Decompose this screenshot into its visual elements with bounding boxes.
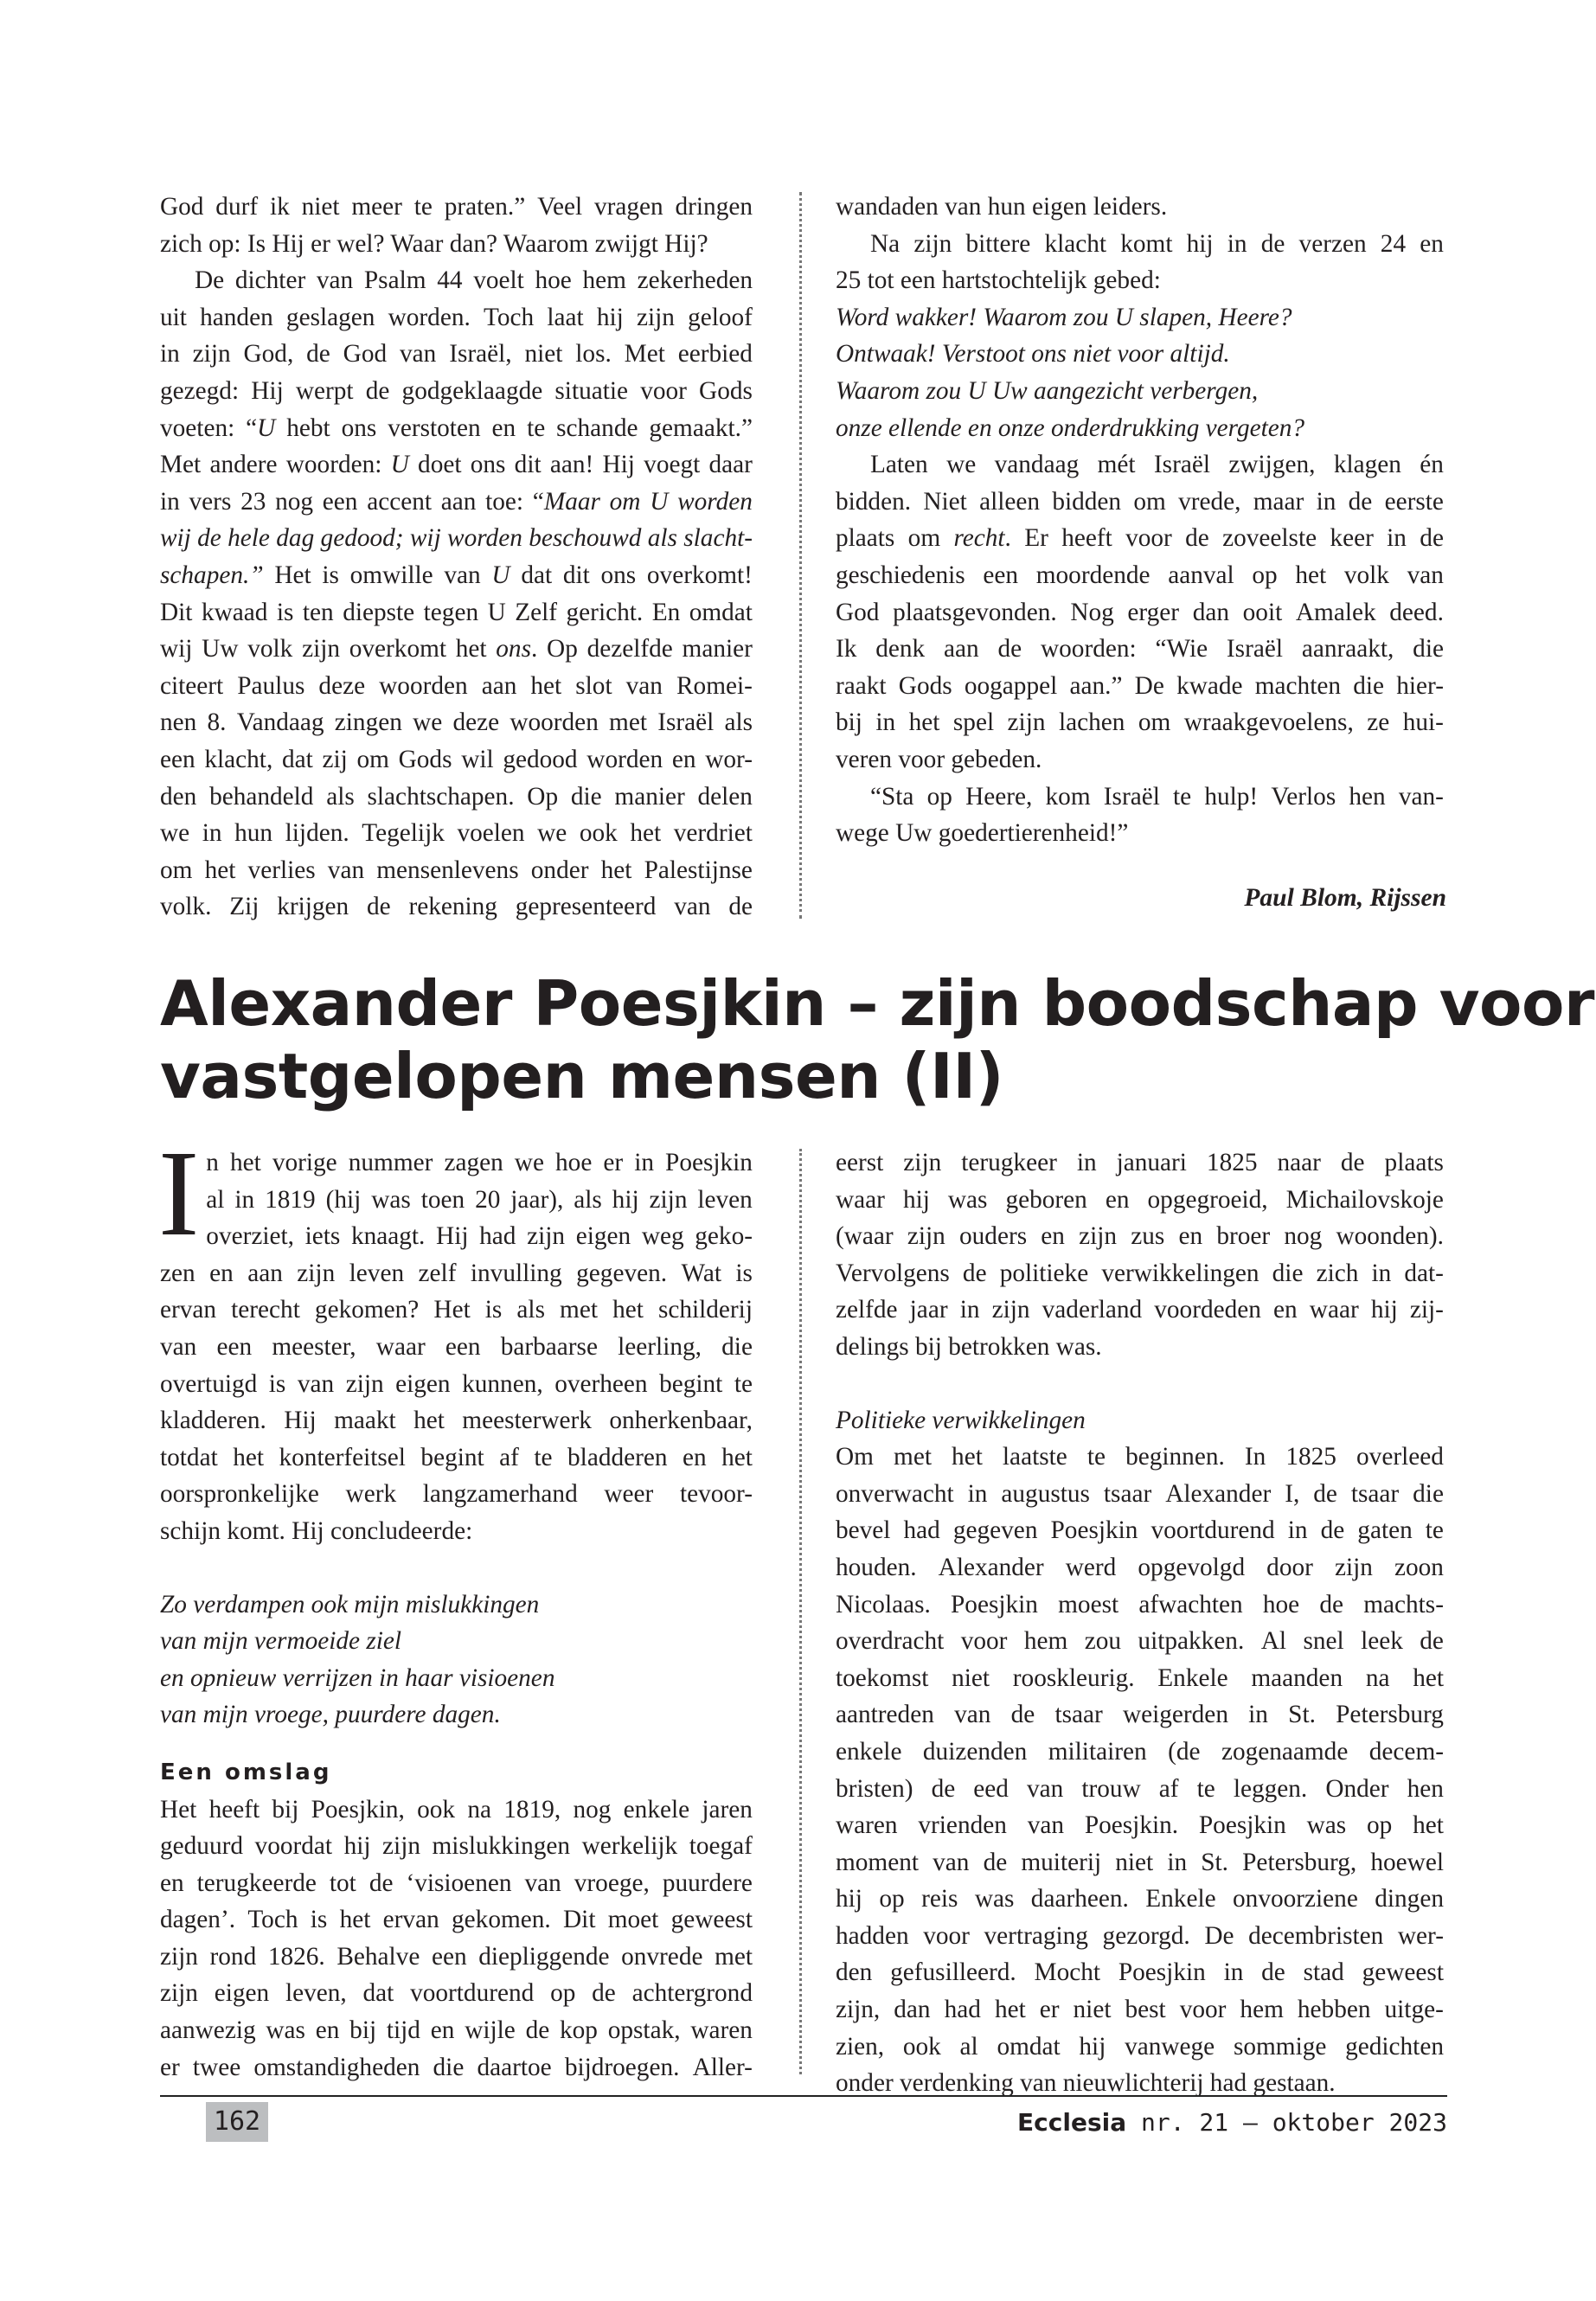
text-line: “Sta op Heere, kom Israël te hulp! Verlos hen van- — [870, 782, 1444, 811]
text-line: Dit kwaad is ten diepste tegen U Zelf gericht. En omdat — [160, 598, 753, 626]
intro-paragraph — [158, 1125, 753, 1550]
poem-line: van mijn vroege, puurdere dagen. — [160, 1701, 501, 1729]
text-line: raakt Gods oogappel aan.” De kwade machten die hier- — [836, 671, 1444, 700]
text-line: dagen’. Toch is het ervan gekomen. Dit moet geweest — [160, 1906, 753, 1934]
text-line: geschiedenis een moordende aanval op het volk van — [836, 561, 1444, 589]
text-line: al in 1819 (hij was toen 20 jaar), als hij zijn leven — [206, 1185, 753, 1214]
text-line: van een meester, waar een barbaarse leerling, die — [160, 1332, 753, 1361]
text-line: onder verdenking van nieuwlichterij had gestaan. — [836, 2069, 1336, 2098]
text-line: wege Uw goedertierenheid!” — [836, 819, 1129, 848]
text-line: een klacht, dat zij om Gods wil gedood worden en wor- — [160, 745, 753, 773]
text-line: onze ellende en onze onderdrukking vergeten? — [836, 413, 1305, 442]
text-line: wandaden van hun eigen leiders. — [836, 193, 1168, 221]
article-right-column — [836, 1144, 1444, 2102]
text-line: Word wakker! Waarom zou U slapen, Heere? — [836, 303, 1292, 331]
issue-info: nr. 21 – oktober 2023 — [1140, 2108, 1447, 2137]
text-line: zijn eigen leven, dat voortdurend op de achtergrond — [160, 1979, 753, 2008]
poem-line: en opnieuw verrijzen in haar visioenen — [160, 1663, 555, 1692]
text-line: zich op: Is Hij er wel? Waar dan? Waarom zwijgt Hij? — [160, 229, 708, 258]
text-line: Ontwaak! Verstoot ons niet voor altijd. — [836, 340, 1230, 369]
text-line: (waar zijn ouders en zijn zus en broer nog woonden). — [836, 1222, 1444, 1251]
text-line: overdracht voor hem zou uitpakken. Al snel leek de — [836, 1627, 1444, 1656]
text-line: zijn rond 1826. Behalve een diepliggende onvrede met — [160, 1942, 753, 1971]
text-line: bristen) de eed van trouw af te leggen. Onder hen — [836, 1774, 1444, 1803]
article-right-paragraph — [836, 1144, 1444, 1366]
subheading: Politieke verwikkelingen — [836, 1406, 1086, 1434]
text-line: zen en aan zijn leven zelf invulling gegeven. Wat is — [160, 1259, 753, 1287]
footer-rule — [160, 2095, 1447, 2097]
text-line: er twee omstandigheden die daartoe bijdroegen. Aller- — [160, 2053, 753, 2081]
text-line: onverwacht in augustus tsaar Alexander I, de tsaar die — [836, 1479, 1444, 1508]
text-line: overziet, iets knaagt. Hij had zijn eigen weg geko- — [206, 1222, 753, 1251]
text-line: De dichter van Psalm 44 voelt hoe hem zekerheden — [195, 266, 753, 295]
text-line: nen 8. Vandaag zingen we deze woorden met Israël als — [160, 708, 753, 737]
text-line: God durf ik niet meer te praten.” Veel vragen dringen — [160, 193, 753, 221]
politics-paragraph — [836, 1439, 1444, 2102]
text-line: schapen.” Het is omwille van U dat dit ons overkomt! — [160, 561, 753, 589]
text-line: eerst zijn terugkeer in januari 1825 naar de plaats — [836, 1149, 1444, 1176]
text-line: bij in het spel zijn lachen om wraakgevoelens, ze hui- — [836, 708, 1444, 737]
text-line: en terugkeerde tot de ‘visioenen van vroege, puurdere — [160, 1868, 753, 1897]
text-line: Laten we vandaag mét Israël zwijgen, klagen én — [870, 451, 1444, 479]
text-line: gezegd: Hij werpt de godgeklaagde situatie voor Gods — [160, 376, 753, 405]
text-line: God plaatsgevonden. Nog erger dan ooit Amalek deed. — [836, 598, 1444, 626]
text-line: we in hun lijden. Tegelijk voelen we ook het verdriet — [160, 819, 753, 848]
text-line: Nicolaas. Poesjkin moest afwachten hoe de machts- — [836, 1590, 1444, 1618]
text-line: Met andere woorden: U doet ons dit aan! Hij voegt daar — [160, 451, 753, 479]
section-paragraph — [160, 1791, 753, 2086]
text-line: Na zijn bittere klacht komt hij in de verzen 24 en — [870, 229, 1444, 258]
text-line: kladderen. Hij maakt het meesterwerk onherkenbaar, — [160, 1407, 753, 1435]
poem-line: Zo verdampen ook mijn mislukkingen — [160, 1590, 540, 1618]
article-title-line-1: Alexander Poesjkin – zijn boodschap voor — [160, 967, 1594, 1040]
text-line: wij Uw volk zijn overkomt het ons. Op dezelfde manier — [160, 635, 753, 663]
footer-publication — [1017, 2104, 1447, 2142]
prev-article-right-column — [836, 189, 1444, 852]
text-line: zien, ook al omdat hij vanwege sommige gedichten — [836, 2032, 1444, 2061]
text-line: om het verlies van mensenlevens onder het Palestijnse — [160, 856, 753, 884]
column-divider-top — [799, 192, 802, 919]
text-line: bidden. Niet alleen bidden om vrede, maar in de eerste — [836, 487, 1444, 516]
text-line: geduurd voordat hij zijn mislukkingen werkelijk toegaf — [160, 1832, 753, 1861]
text-line: den gefusilleerd. Mocht Poesjkin in de stad geweest — [836, 1958, 1444, 1987]
text-line: Het heeft bij Poesjkin, ook na 1819, nog enkele jaren — [160, 1795, 753, 1823]
drop-cap: I — [158, 1125, 200, 1261]
column-divider-article — [799, 1149, 802, 2074]
intro-lines — [158, 1125, 753, 1261]
text-line: enkele duizenden militairen (de zogenaamde decem- — [836, 1737, 1444, 1766]
text-line: ervan terecht gekomen? Het is als met het schilderij — [160, 1296, 753, 1324]
page-number: 162 — [206, 2102, 268, 2142]
text-line: hij op reis was daarheen. Enkele onvoorziene dingen — [836, 1885, 1444, 1913]
text-line: totdat het konterfeitsel begint af te bladderen en het — [160, 1443, 753, 1471]
text-line: aantreden van de tsaar weigerden in St. Petersburg — [836, 1701, 1444, 1729]
text-line: bevel had gegeven Poesjkin voortdurend in de gaten te — [836, 1516, 1444, 1545]
text-line: den behandeld als slachtschapen. Op die manier delen — [160, 782, 753, 811]
text-line: uit handen geslagen worden. Toch laat hij zijn geloof — [160, 303, 753, 331]
intro-rest — [160, 1255, 753, 1550]
text-line: houden. Alexander werd opgevolgd door zijn zoon — [836, 1553, 1444, 1581]
text-line: Vervolgens de politieke verwikkelingen die zich in dat- — [836, 1259, 1444, 1287]
poem-line: van mijn vermoeide ziel — [160, 1627, 402, 1656]
text-line: voeten: “U hebt ons verstoten en te schande gemaakt.” — [160, 413, 753, 442]
text-line: overtuigd is van zijn eigen kunnen, overheen begint te — [160, 1369, 753, 1398]
text-line: zijn, dan had het er niet best voor hem hebben uitge- — [836, 1996, 1444, 2024]
text-line: delings bij betrokken was. — [836, 1332, 1102, 1361]
text-line: Waarom zou U Uw aangezicht verbergen, — [836, 376, 1259, 405]
author-signature: Paul Blom, Rijssen — [1244, 884, 1446, 912]
text-line: hadden voor vertraging gezorgd. De decembristen wer- — [836, 1921, 1444, 1950]
section-heading: Een omslag — [160, 1759, 332, 1785]
text-line: waar hij was geboren en opgegroeid, Michailovskoje — [836, 1185, 1444, 1214]
text-line: volk. Zij krijgen de rekening gepresenteerd van de — [160, 893, 753, 921]
article-left-column — [158, 1125, 753, 2086]
text-line: in zijn God, de God van Israël, niet los. Met eerbied — [160, 340, 753, 369]
text-line: wij de hele dag gedood; wij worden beschouwd als slacht- — [160, 524, 753, 553]
text-line: n het vorige nummer zagen we hoe er in Poesjkin — [206, 1149, 753, 1176]
text-line: in vers 23 nog een accent aan toe: “Maar om U worden — [160, 487, 753, 516]
text-line: oorspronkelijke werk langzamerhand weer tevoor- — [160, 1480, 753, 1509]
text-line: citeert Paulus deze woorden aan het slot van Romei- — [160, 671, 753, 700]
text-line: Ik denk aan de woorden: “Wie Israël aanraakt, die — [836, 635, 1444, 663]
prev-article-left-column — [160, 189, 753, 926]
text-line: zelfde jaar in zijn vaderland voordeden en waar hij zij- — [836, 1296, 1444, 1324]
text-line: moment van de muiterij niet in St. Petersburg, hoewel — [836, 1848, 1444, 1876]
article-title — [160, 967, 1594, 1112]
text-line: 25 tot een hartstochtelijk gebed: — [836, 266, 1161, 295]
text-line: toekomst niet rooskleurig. Enkele maanden na het — [836, 1663, 1444, 1692]
article-title-line-2: vastgelopen mensen (II) — [160, 1040, 1004, 1112]
text-line: plaats om recht. Er heeft voor de zoveelste keer in de — [836, 524, 1444, 553]
text-line: aanwezig was en bij tijd en wijle de kop opstak, waren — [160, 2016, 753, 2045]
text-line: schijn komt. Hij concludeerde: — [160, 1516, 473, 1545]
poem-quote — [160, 1586, 753, 1734]
text-line: veren voor gebeden. — [836, 745, 1042, 773]
text-line: Om met het laatste te beginnen. In 1825 overleed — [836, 1443, 1444, 1471]
magazine-name: Ecclesia — [1017, 2108, 1127, 2137]
text-line: waren vrienden van Poesjkin. Poesjkin was op het — [836, 1811, 1444, 1840]
